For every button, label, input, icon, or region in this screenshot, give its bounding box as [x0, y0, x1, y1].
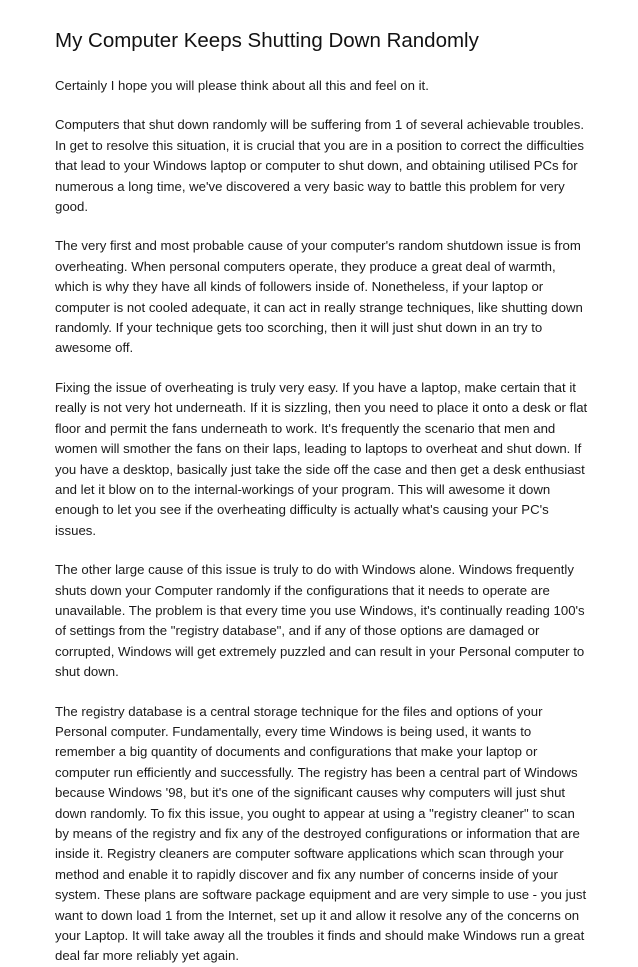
body-paragraph-4: The other large cause of this issue is truly to do with Windows alone. Windows frequently shuts down your Computer randomly if the configurations that it needs to operate are unavailable. The problem is that every time you use Windows, it's continually reading 100's of settings from the "registry database", and if any of those options are damaged or corrupted, Windows will get extremely puzzled and can result in your Personal computer to shut down.	[55, 562, 585, 680]
intro-paragraph: Certainly I hope you will please think about all this and feel on it.	[55, 78, 429, 93]
body-paragraph-1: Computers that shut down randomly will be suffering from 1 of several achievable troubles. In get to resolve this situation, it is crucial that you are in a position to correct the difficulties that lead to your Windows laptop or computer to shut down, and obtaining utilised PCs for numerous a long time, we've discovered a very basic way to battle this problem for very good.	[55, 117, 584, 215]
body-paragraph-3: Fixing the issue of overheating is truly very easy. If you have a laptop, make certain that it really is not very hot underneath. If it is sizzling, then you need to place it onto a desk or flat floor and permit the fans underneath to work. It's frequently the scenario that men and women will smother the fans on their laps, leading to laptops to overheat and shut down. If you have a desktop, basically just take the side off the case and then get a desk enthusiast and let it blow on to the internal-workings of your program. This will awesome it down enough to let you see if the overheating difficulty is actually what's causing your PC's issues.	[55, 379, 588, 538]
body-paragraph-2: The very first and most probable cause of your computer's random shutdown issue is from overheating. When personal computers operate, they produce a great deal of warmth, which is why they have all kinds of followers inside of. Nonetheless, if your laptop or computer is not cooled adequate, it can act in really strange techniques, like shutting down randomly. If your technique gets too scorching, then it will just shut down in an try to awesome off.	[55, 238, 583, 356]
body-paragraph-5: The registry database is a central storage technique for the files and options of your Personal computer. Fundamentally, every time Windows is being used, it wants to remember a big quantity of documents and configurations that make your laptop or computer run efficiently and successfully. The registry has been a central part of Windows because Windows '98, but it's one of the significant causes why computers will just shut down randomly. To fix this issue, you ought to appear at using a "registry cleaner" to scan by means of the registry and fix any of the destroyed configurations or information that are inside it. Registry cleaners are computer software applications which scan through your method and enable it to rapidly discover and fix any number of concerns inside of your system. These plans are software package equipment and are very simple to use - you just want to down load 1 from the Internet, set up it and allow it resolve any of the concerns on your Laptop. It will take away all the troubles it finds and should make Windows run a great deal far more reliably yet again.	[55, 703, 587, 964]
page-title: My Computer Keeps Shutting Down Randomly	[55, 29, 479, 52]
